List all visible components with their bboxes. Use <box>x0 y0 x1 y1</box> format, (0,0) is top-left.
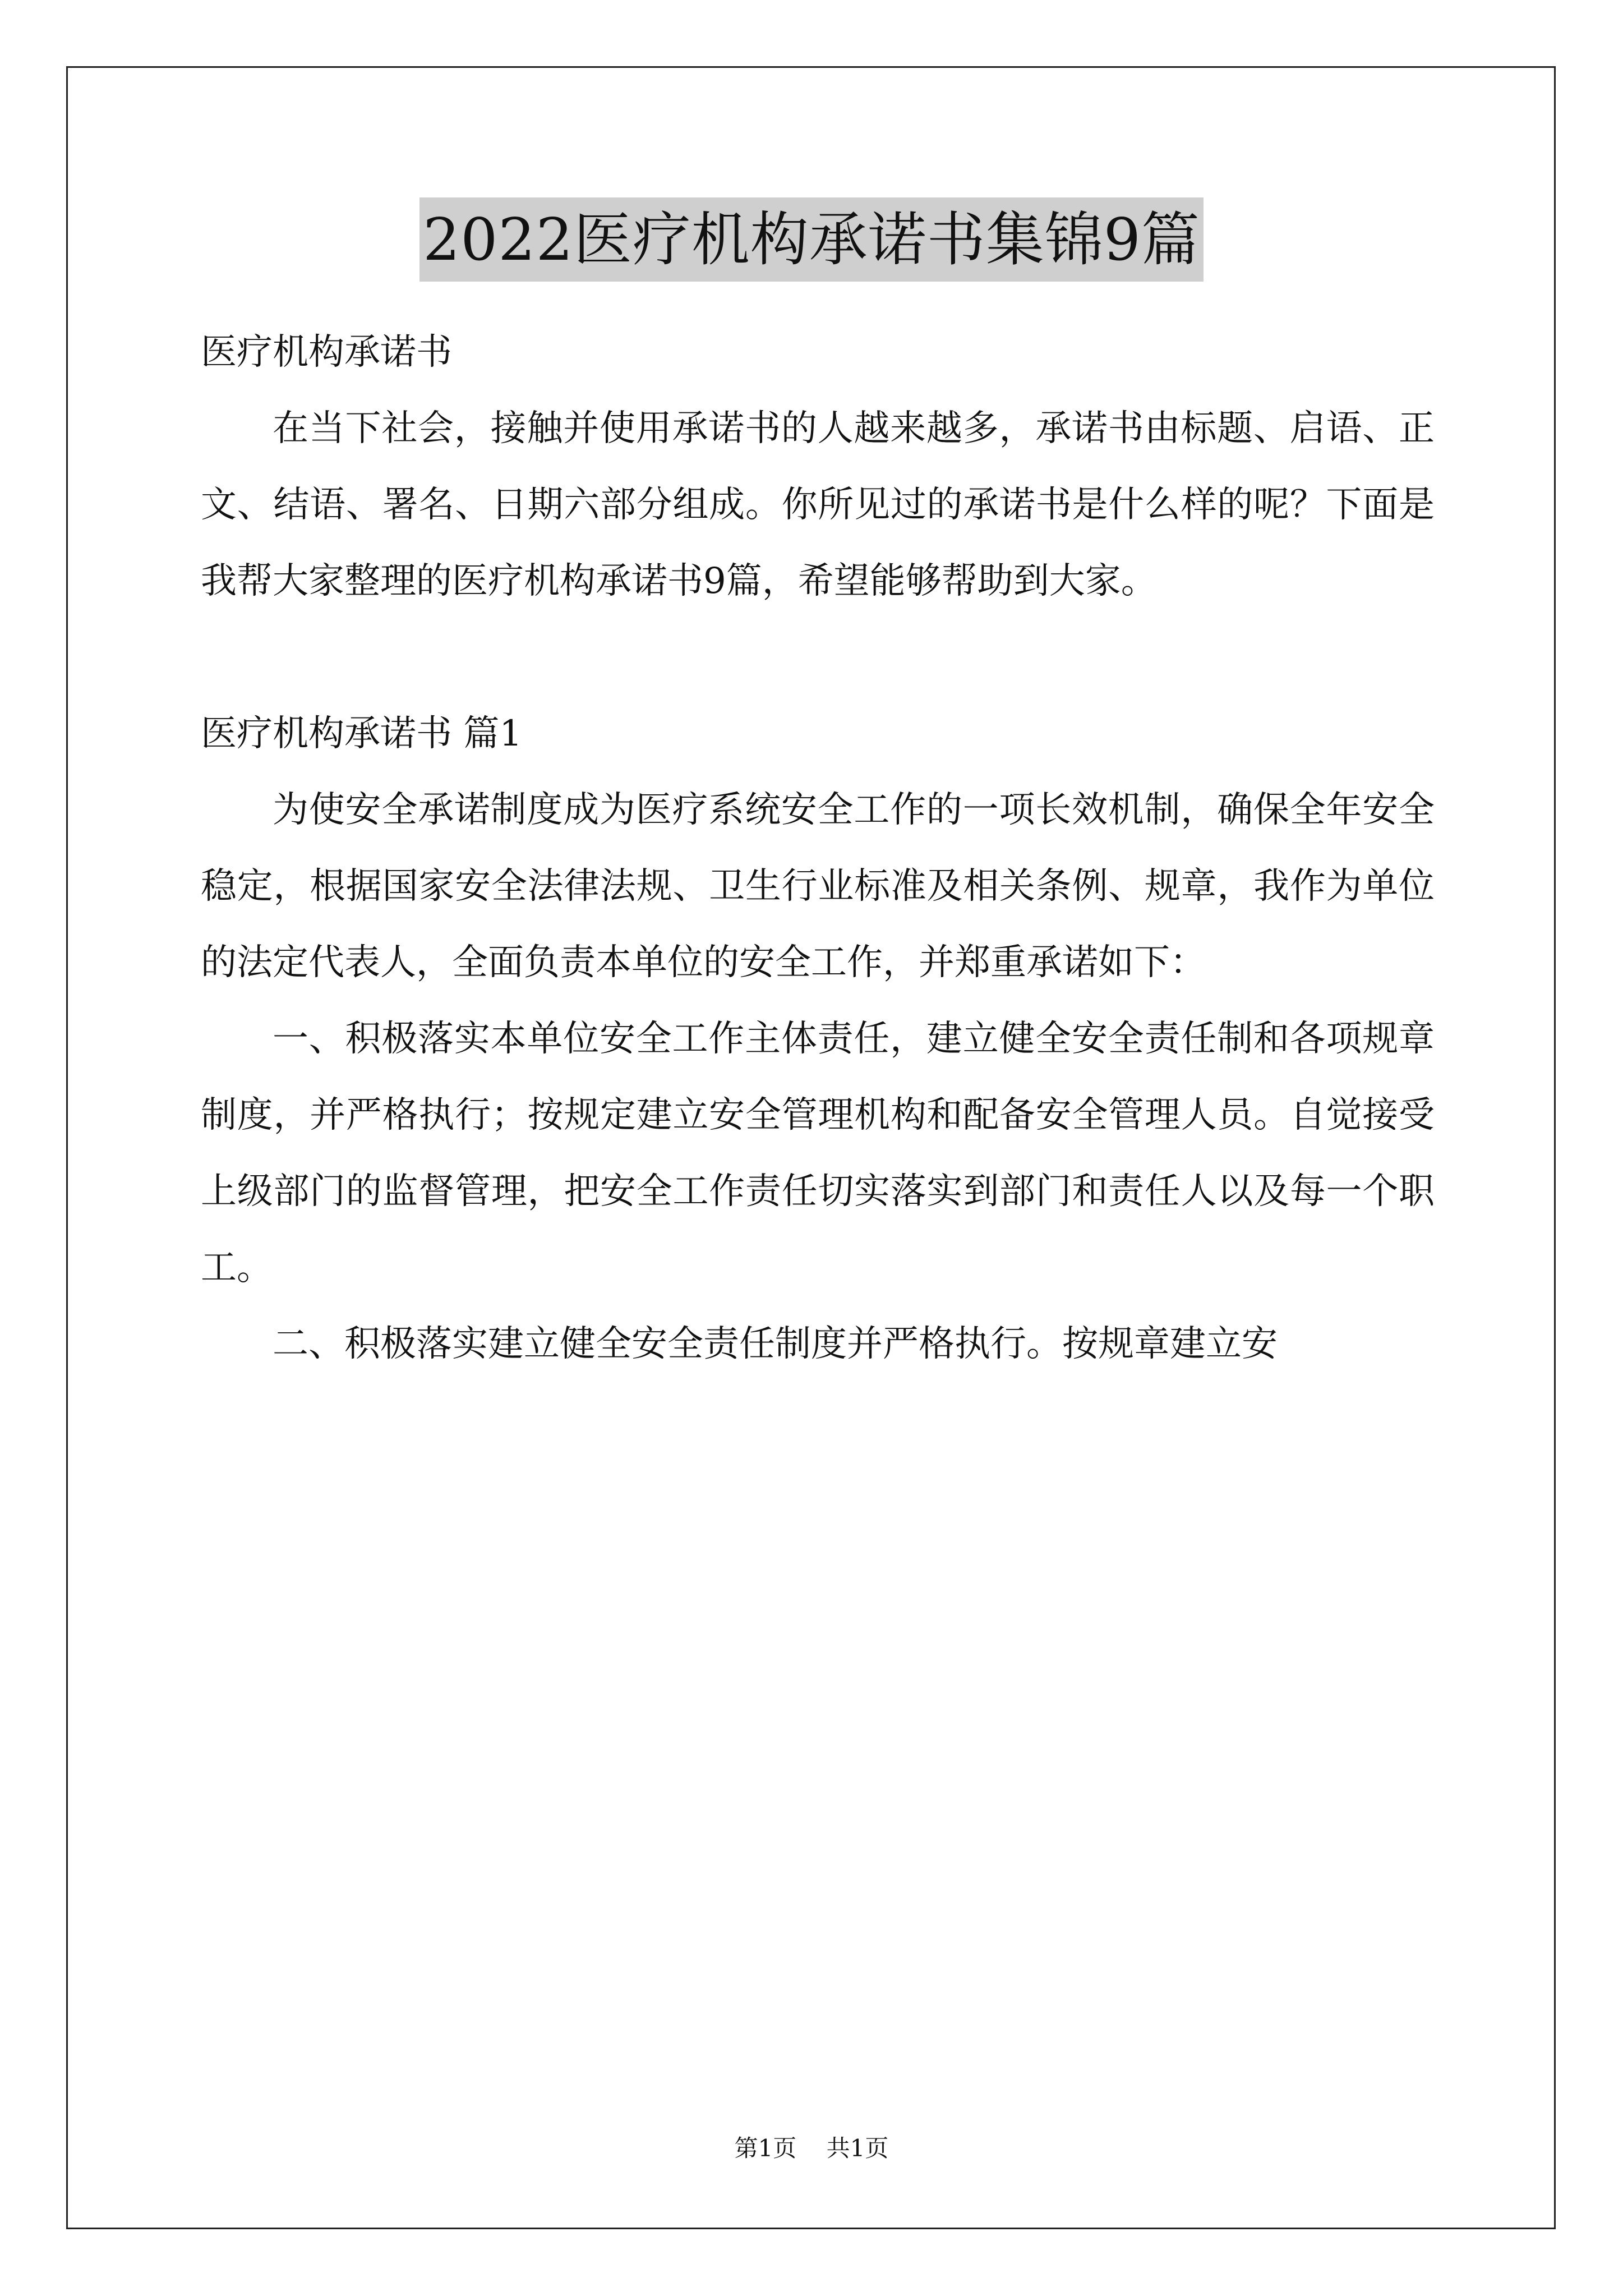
article-heading: 医疗机构承诺书 篇1 <box>201 713 523 754</box>
document-body <box>201 314 1435 1382</box>
section-heading: 医疗机构承诺书 <box>201 332 452 373</box>
page-footer <box>0 2132 1623 2165</box>
document-title: 2022医疗机构承诺书集锦9篇 <box>419 197 1204 282</box>
body-paragraph: 二、积极落实建立健全安全责任制度并严格执行。按规章建立安 <box>273 1323 1278 1365</box>
intro-paragraph: 在当下社会，接触并使用承诺书的人越来越多，承诺书由标题、启语、正文、结语、署名、日期六部分组成。你所见过的承诺书是什么样的呢？下面是我帮大家整理的医疗机构承诺书9篇，希望能够帮助到大家。 <box>201 408 1435 602</box>
page-number: 第1页 共1页 <box>734 2134 889 2162</box>
title-wrap <box>0 197 1623 282</box>
body-paragraph: 为使安全承诺制度成为医疗系统安全工作的一项长效机制，确保全年安全稳定，根据国家安全法律法规、卫生行业标准及相关条例、规章，我作为单位的法定代表人，全面负责本单位的安全工作，并郑重承诺如下： <box>201 789 1435 983</box>
paragraph-spacer <box>201 619 1435 696</box>
body-paragraph: 一、积极落实本单位安全工作主体责任，建立健全安全责任制和各项规章制度，并严格执行；按规定建立安全管理机构和配备安全管理人员。自觉接受上级部门的监督管理，把安全工作责任切实落实到部门和责任人以及每一个职工。 <box>201 1018 1435 1289</box>
